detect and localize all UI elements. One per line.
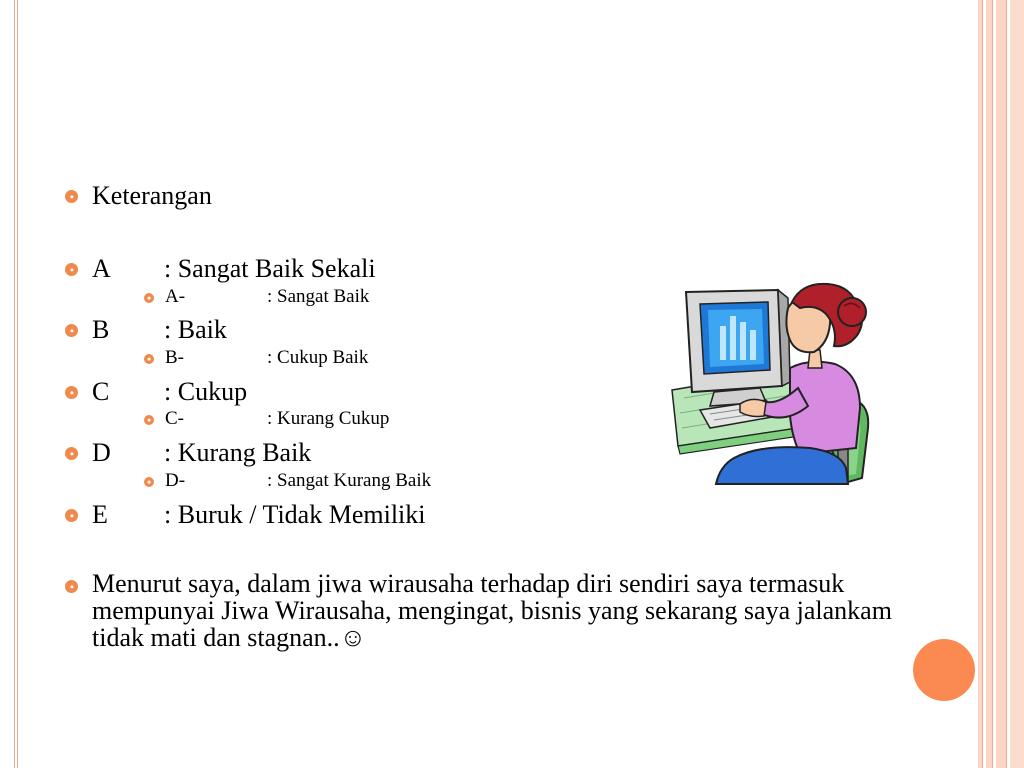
subgrade-key: B-: [165, 347, 184, 368]
grade-item-c: [92, 377, 247, 407]
left-border-line: [17, 0, 18, 768]
subgrade-desc: : Sangat Baik: [267, 286, 370, 307]
heading-text: Keterangan: [92, 181, 212, 210]
grade-key: E: [92, 500, 108, 529]
grade-key: D: [92, 438, 111, 467]
subgrade-desc: : Kurang Cukup: [267, 408, 390, 429]
circle-bullet-icon: [65, 509, 78, 522]
circle-bullet-icon: [65, 580, 78, 593]
circle-bullet-icon: [144, 293, 154, 303]
subgrade-desc: : Cukup Baik: [267, 347, 369, 368]
circle-bullet-icon: [144, 415, 154, 425]
grade-item-b: [92, 315, 227, 345]
heading-item: [92, 181, 212, 211]
subgrade-desc: : Sangat Kurang Baik: [267, 470, 432, 491]
right-stripe: [982, 0, 983, 768]
grade-key: C: [92, 377, 110, 406]
woman-at-computer-clipart: [670, 278, 875, 488]
right-stripe: [996, 0, 1006, 768]
grade-desc: : Cukup: [164, 377, 248, 406]
grade-item-e: [92, 500, 426, 530]
grade-desc: : Baik: [164, 315, 227, 344]
subgrade-key: D-: [165, 470, 186, 491]
circle-bullet-icon: [65, 190, 78, 203]
subgrade-item-b-minus: [165, 347, 368, 369]
subgrade-key: A-: [165, 286, 186, 307]
grade-desc: : Kurang Baik: [164, 438, 312, 467]
left-border-line: [14, 0, 15, 768]
circle-bullet-icon: [65, 447, 78, 460]
grade-item-d: [92, 438, 311, 468]
conclusion-paragraph: Menurut saya, dalam jiwa wirausaha terhadap diri sendiri saya termasuk mempunyai Jiwa Wirausaha, mengingat, bisnis yang sekarang saya jalankam tidak mati dan stagnan..☺: [92, 569, 892, 652]
grade-desc: : Sangat Baik Sekali: [164, 254, 376, 283]
right-stripe: [992, 0, 993, 768]
circle-bullet-icon: [144, 354, 154, 364]
subgrade-key: C-: [165, 408, 184, 429]
subgrade-item-c-minus: [165, 408, 389, 430]
circle-bullet-icon: [65, 263, 78, 276]
circle-bullet-icon: [144, 477, 154, 487]
subgrade-item-a-minus: [165, 286, 369, 308]
grade-key: A: [92, 254, 111, 283]
subgrade-item-d-minus: [165, 470, 431, 492]
circle-bullet-icon: [65, 324, 78, 337]
grade-desc: : Buruk / Tidak Memiliki: [164, 500, 426, 529]
circle-bullet-icon: [65, 386, 78, 399]
accent-circle: [913, 639, 975, 701]
right-stripe: [1010, 0, 1024, 768]
grade-item-a: [92, 254, 376, 284]
right-stripe: [1006, 0, 1007, 768]
grade-key: B: [92, 315, 110, 344]
